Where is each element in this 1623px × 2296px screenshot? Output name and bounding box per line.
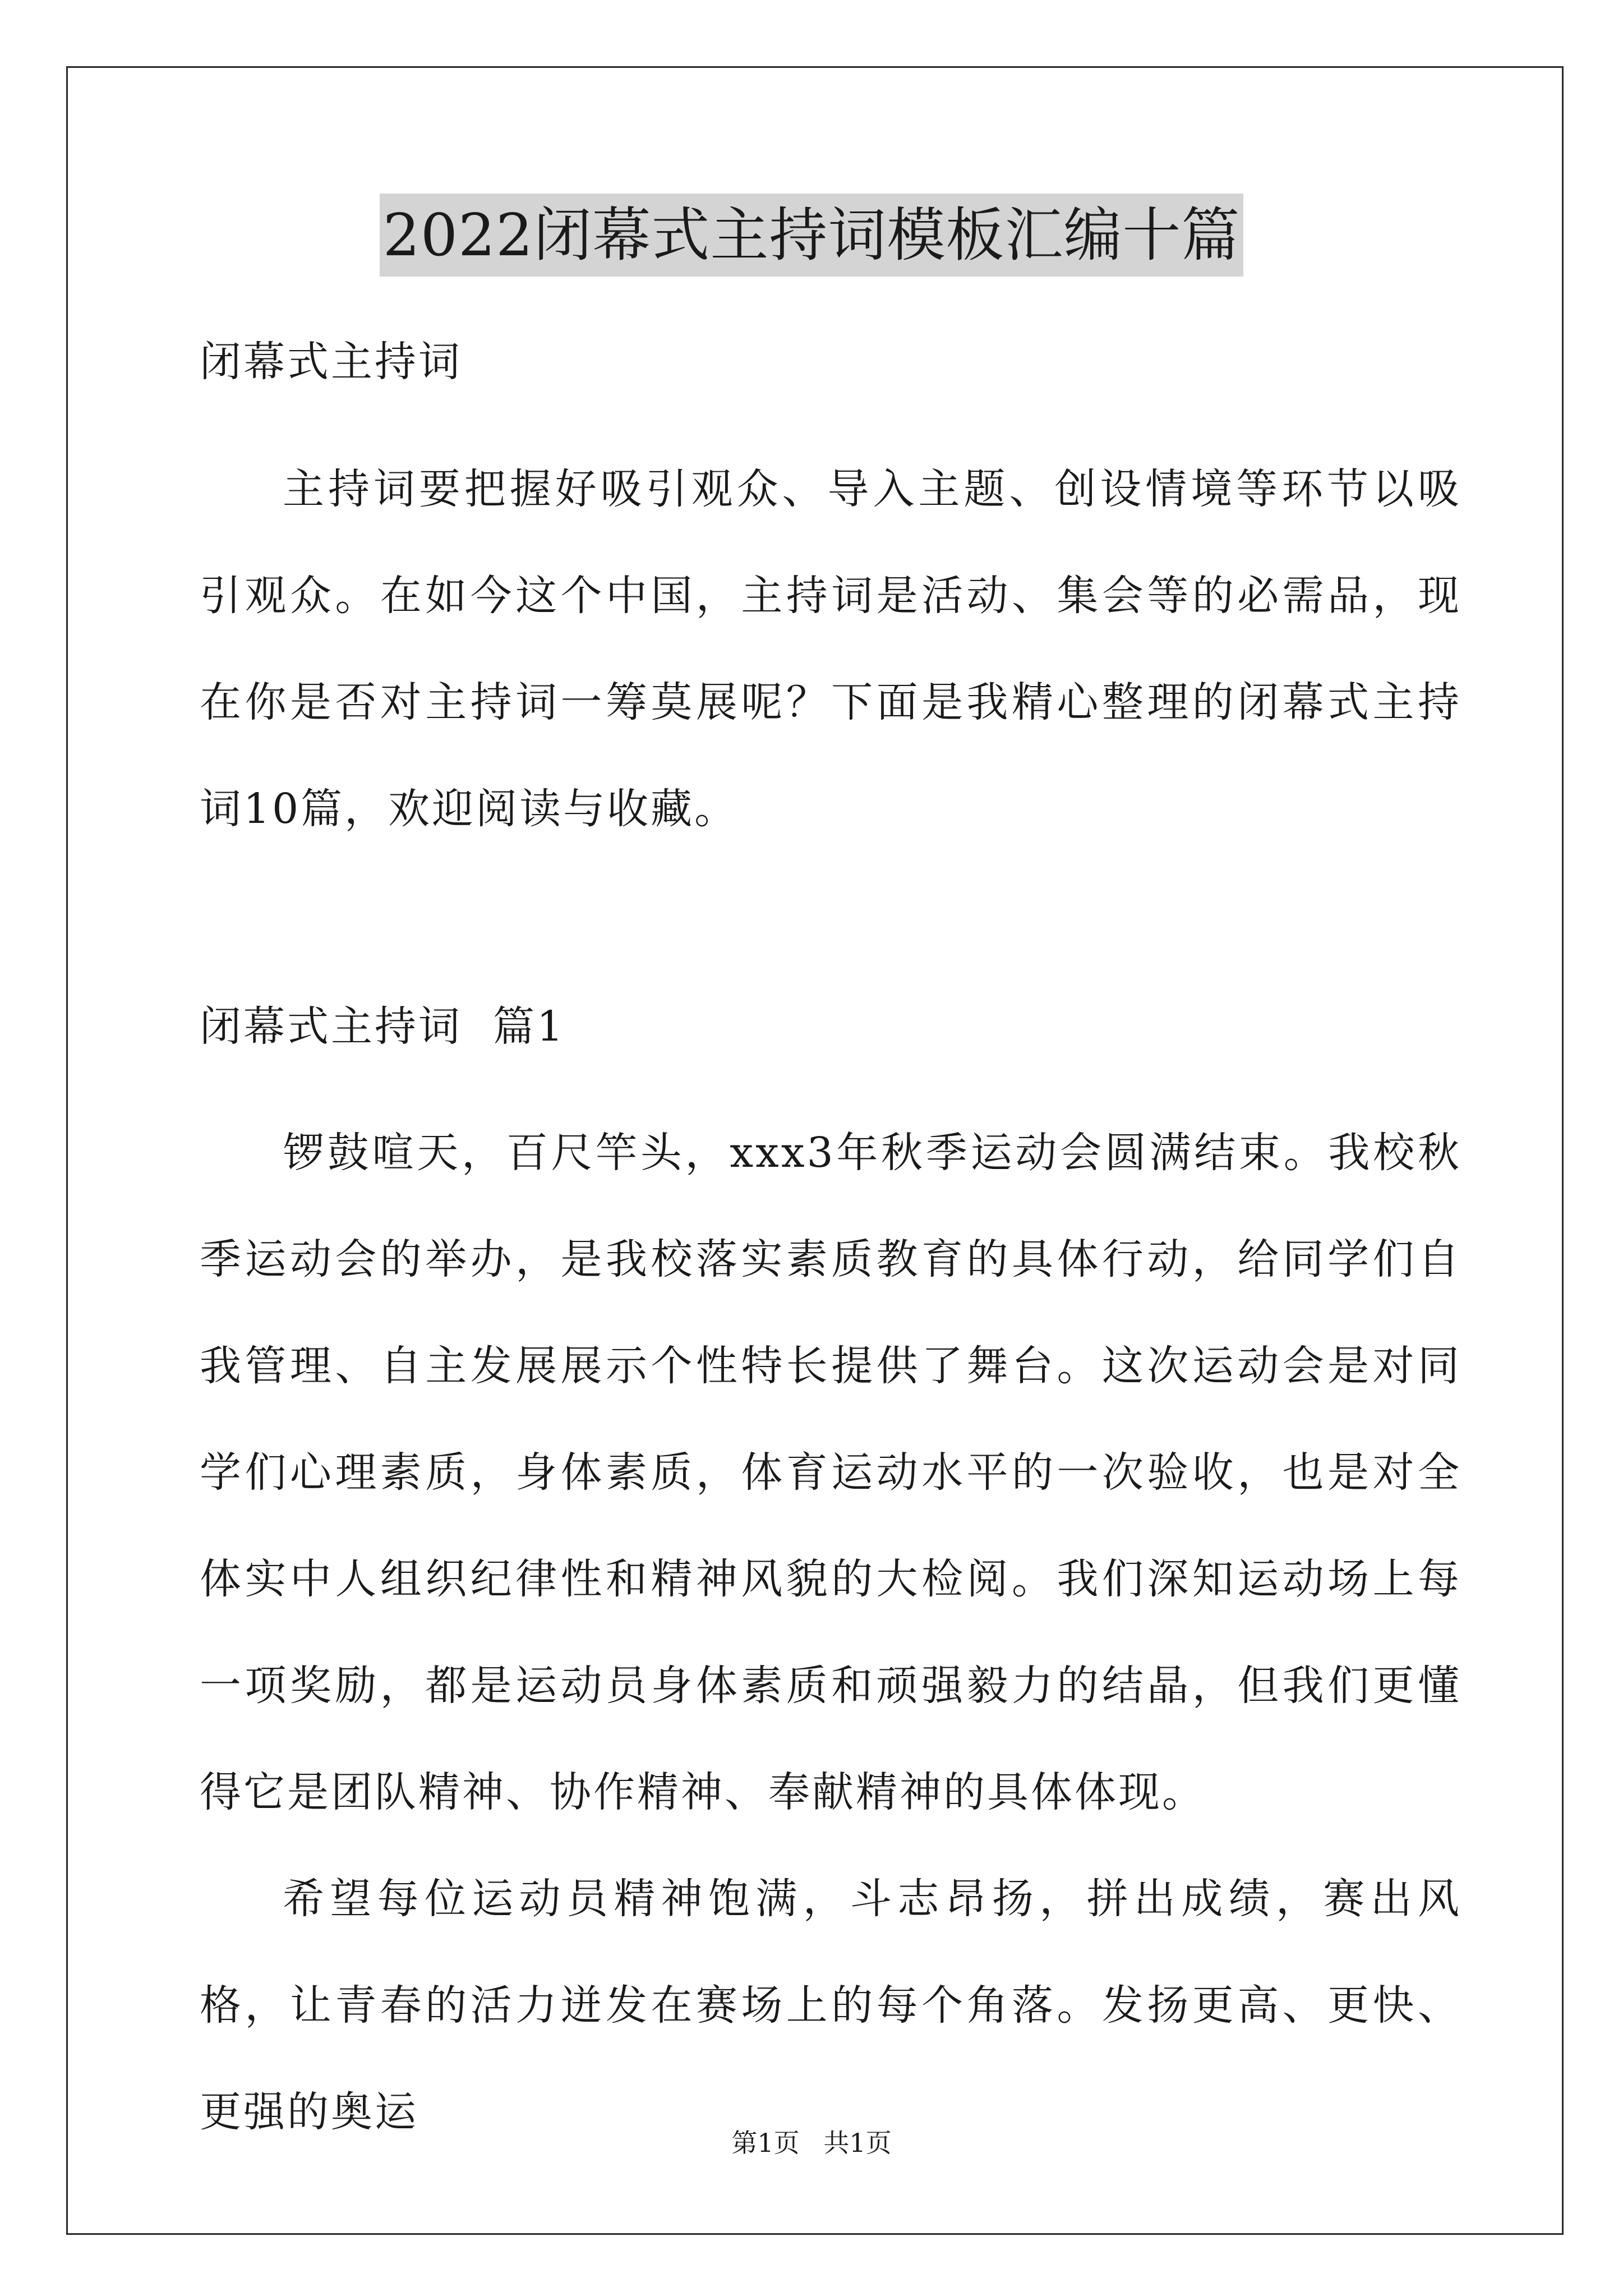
title-container [0, 194, 1623, 277]
section1-paragraph-2: 希望每位运动员精神饱满，斗志昂扬，拼出成绩，赛出风格，让青春的活力迸发在赛场上的每个角落。发扬更高、更快、更强的奥运 [200, 1875, 1461, 2136]
section1-heading: 闭幕式主持词 篇1 [200, 1002, 566, 1051]
page-number-current: 第1页 [731, 2128, 800, 2158]
intro-paragraph-block [200, 436, 1461, 862]
page-number-total: 共1页 [823, 2128, 892, 2158]
document-title: 2022闭幕式主持词模板汇编十篇 [380, 194, 1244, 277]
intro-heading: 闭幕式主持词 [200, 338, 462, 386]
section1-body [200, 1099, 1461, 2165]
page-footer [0, 2126, 1623, 2160]
section1-paragraph-1: 锣鼓喧天，百尺竿头，xxx3年秋季运动会圆满结束。我校秋季运动会的举办，是我校落实素质教育的具体行动，给同学们自我管理、自主发展展示个性特长提供了舞台。这次运动会是对同学们心理素质，身体素质，体育运动水平的一次验收，也是对全体实中人组织纪律性和精神风貌的大检阅。我们深知运动场上每一项奖励，都是运动员身体素质和顽强毅力的结晶，但我们更懂得它是团队精神、协作精神、奉献精神的具体体现。 [200, 1129, 1461, 1816]
intro-paragraph: 主持词要把握好吸引观众、导入主题、创设情境等环节以吸引观众。在如今这个中国，主持词是活动、集会等的必需品，现在你是否对主持词一筹莫展呢？下面是我精心整理的闭幕式主持词10篇，欢迎阅读与收藏。 [200, 465, 1461, 833]
